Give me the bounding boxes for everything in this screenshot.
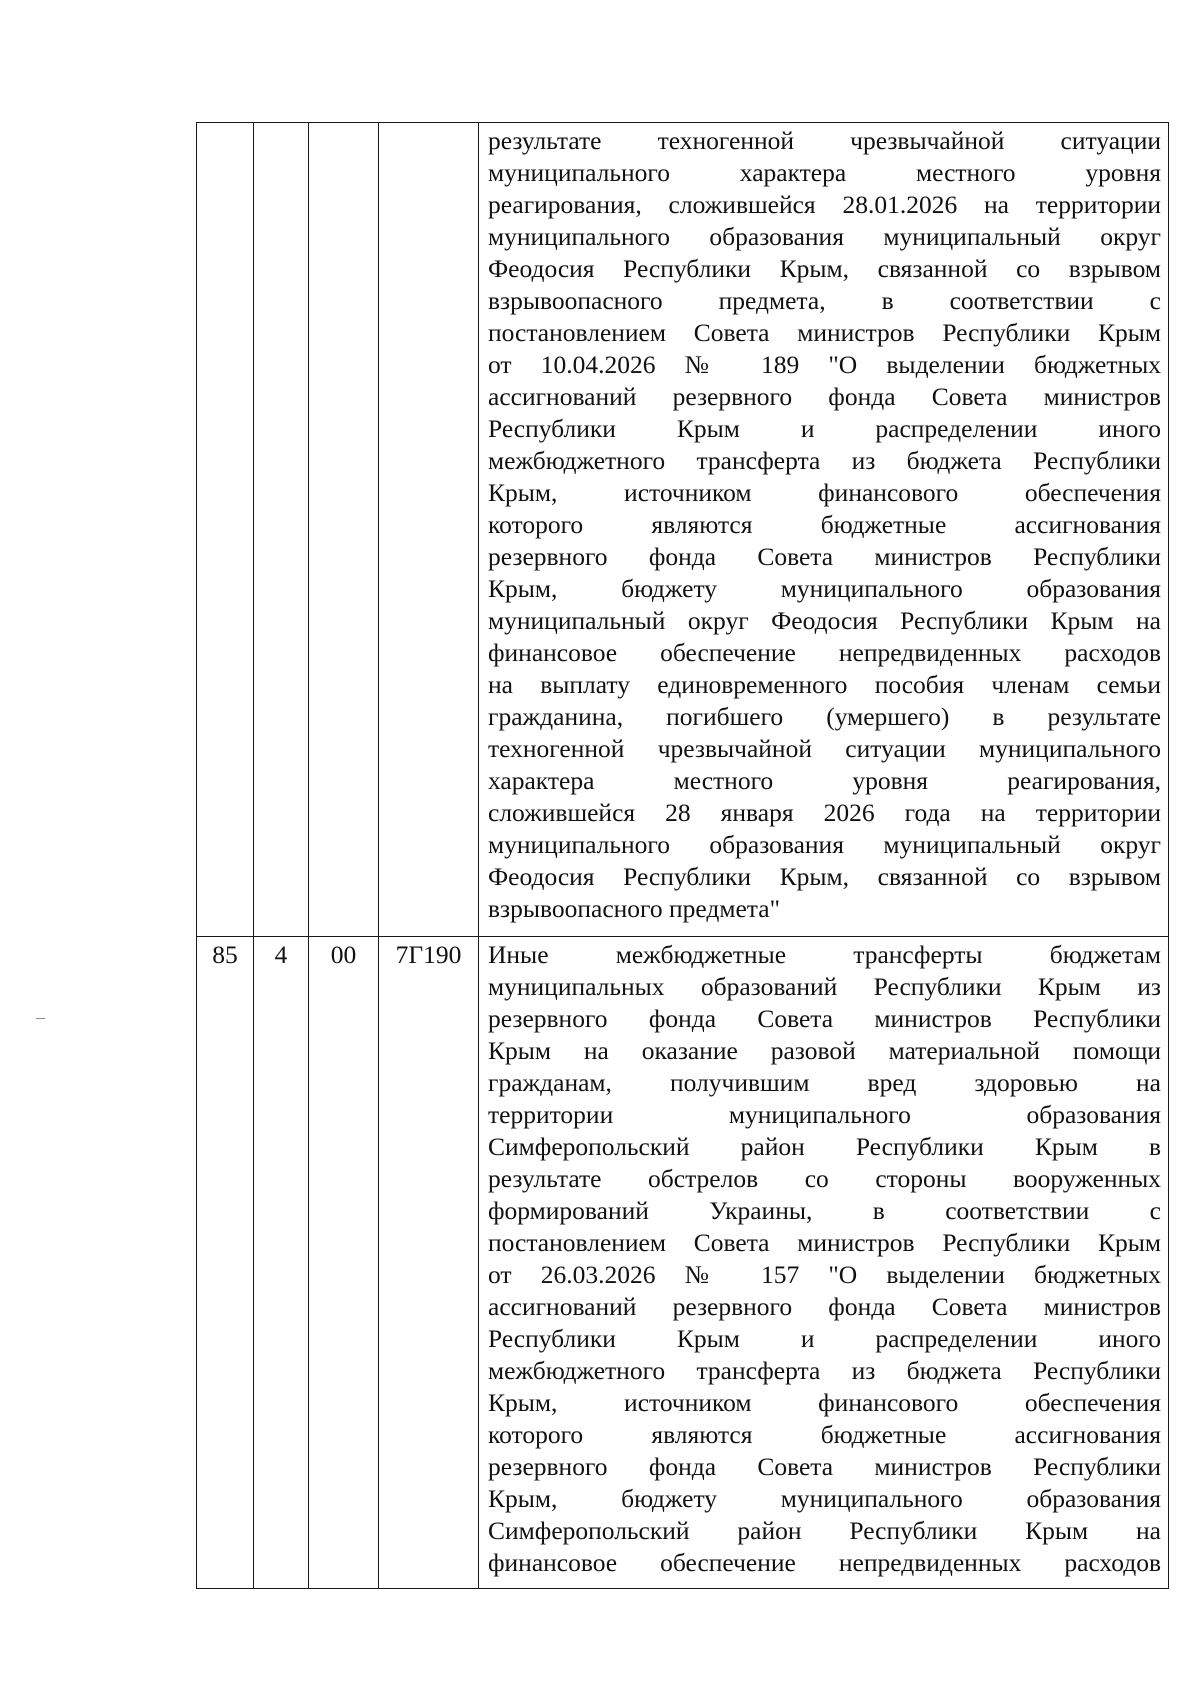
cell-code-2 (254, 123, 309, 937)
table-body (197, 123, 1169, 1589)
description-line: Крым, бюджету муниципального образования (488, 1484, 1161, 1513)
description-line: от 10.04.2026 № 189 "О выделении бюджетных (488, 350, 1161, 379)
description-line: Республики Крым и распределении иного (488, 1324, 1161, 1353)
description-line: территории муниципального образования (488, 1100, 1161, 1129)
cell-code-2: 4 (254, 937, 309, 1589)
description-line: муниципального образования муниципальный округ (488, 830, 1161, 859)
description-line: которого являются бюджетные ассигнования (488, 510, 1161, 539)
description-line: Симферопольский район Республики Крым на (488, 1516, 1161, 1545)
description-line: Республики Крым и распределении иного (488, 414, 1161, 443)
description-line: межбюджетного трансферта из бюджета Республики (488, 1356, 1161, 1385)
description-line: резервного фонда Совета министров Республики (488, 1004, 1161, 1033)
description-line: финансовое обеспечение непредвиденных расходов (488, 1548, 1161, 1577)
description-line: межбюджетного трансферта из бюджета Республики (488, 446, 1161, 475)
description-line: от 26.03.2026 № 157 "О выделении бюджетных (488, 1260, 1161, 1289)
description-line: постановлением Совета министров Республики Крым (488, 318, 1161, 347)
description-line: Крым на оказание разовой материальной помощи (488, 1036, 1161, 1065)
description-line: ассигнований резервного фонда Совета министров (488, 382, 1161, 411)
description-line: характера местного уровня реагирования, (488, 766, 1161, 795)
description-line: Феодосия Республики Крым, связанной со взрывом (488, 254, 1161, 283)
description-line: Крым, источником финансового обеспечения (488, 1388, 1161, 1417)
description-line: результате обстрелов со стороны вооруженных (488, 1164, 1161, 1193)
description-line: Крым, источником финансового обеспечения (488, 478, 1161, 507)
description-line: реагирования, сложившейся 28.01.2026 на территории (488, 190, 1161, 219)
cell-code-3 (309, 123, 379, 937)
description-line: муниципального образования муниципальный округ (488, 222, 1161, 251)
cell-code-4: 7Г190 (379, 937, 479, 1589)
cell-code-1 (197, 123, 254, 937)
cell-code-4 (379, 123, 479, 937)
description-line: взрывоопасного предмета, в соответствии с (488, 286, 1161, 315)
description-line: гражданам, получившим вред здоровью на (488, 1068, 1161, 1097)
description-line: Феодосия Республики Крым, связанной со взрывом (488, 862, 1161, 891)
description-line: ассигнований резервного фонда Совета министров (488, 1292, 1161, 1321)
description-line: которого являются бюджетные ассигнования (488, 1420, 1161, 1449)
description-line: постановлением Совета министров Республики Крым (488, 1228, 1161, 1257)
description-line: муниципального характера местного уровня (488, 158, 1161, 187)
description-line: муниципальных образований Республики Крым из (488, 972, 1161, 1001)
description-line: Крым, бюджету муниципального образования (488, 574, 1161, 603)
description-line: финансовое обеспечение непредвиденных расходов (488, 638, 1161, 667)
description-line: взрывоопасного предмета" (488, 894, 780, 923)
description-line: резервного фонда Совета министров Республики (488, 542, 1161, 571)
description-line: результате техногенной чрезвычайной ситуации (488, 126, 1161, 155)
description-line: техногенной чрезвычайной ситуации муниципального (488, 734, 1161, 763)
budget-allocation-table (196, 122, 1169, 1589)
cell-description (479, 937, 1169, 1589)
description-line: сложившейся 28 января 2026 года на территории (488, 798, 1161, 827)
cell-code-3: 00 (309, 937, 379, 1589)
description-line: резервного фонда Совета министров Республики (488, 1452, 1161, 1481)
description-line: Симферопольский район Республики Крым в (488, 1132, 1161, 1161)
table-row-85-4-00-7g190 (197, 937, 1169, 1589)
description-line: гражданина, погибшего (умершего) в результате (488, 702, 1161, 731)
description-line: формирований Украины, в соответствии с (488, 1196, 1161, 1225)
description-line: Иные межбюджетные трансферты бюджетам (488, 940, 1161, 969)
table-row-continuation (197, 123, 1169, 937)
description-line: муниципальный округ Феодосия Республики Крым на (488, 606, 1161, 635)
description-line: на выплату единовременного пособия членам семьи (488, 670, 1161, 699)
scan-artifact-mark (36, 1018, 45, 1019)
cell-description (479, 123, 1169, 937)
cell-code-1: 85 (197, 937, 254, 1589)
